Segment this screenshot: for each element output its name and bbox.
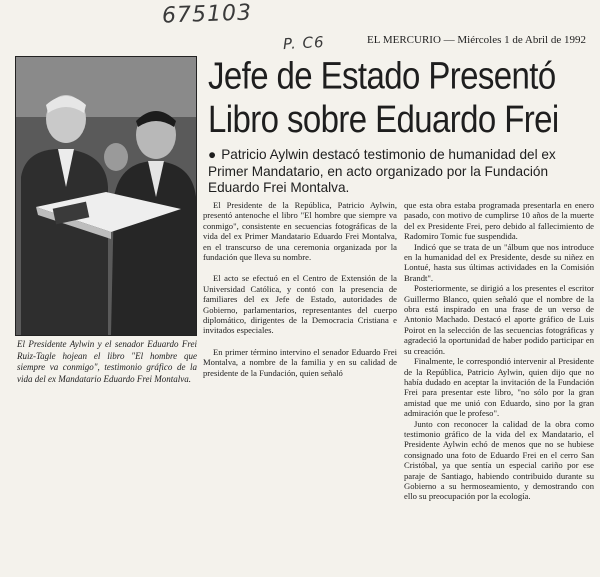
photo-illustration	[16, 57, 196, 335]
handwritten-id-number: 675103	[161, 0, 253, 29]
subheadline	[208, 147, 596, 197]
bullet-icon: ●	[208, 147, 217, 162]
article-paragraph: Posteriormente, se dirigió a los presentes el escritor Guillermo Blanco, quien señaló que el nombre de la obra está inspirado en una frase de un verso de Antonio Machado. Destacó el aporte gráfico de Luis Poirot en la selección de las secuencias fotográficas y agradeció la oportunidad de haber podido participar en su creación.	[404, 283, 594, 356]
article-paragraph: El Presidente de la República, Patricio Aylwin, presentó antenoche el libro "El hombre que siempre va conmigo", consistente en secuencias fotográficas de la vida del ex Primer Mandatario Eduardo Frei Montalva, en el transcurso de una ceremonia organizada por la fundación que lleva su nombre.	[203, 200, 397, 263]
article-paragraph: Indicó que se trata de un "álbum que nos introduce en la humanidad del ex Presidente, desde su niñez en Lontué, hasta sus últimas actividades en la Comisión Brandt".	[404, 241, 594, 283]
newspaper-masthead: EL MERCURIO — Miércoles 1 de Abril de 1992	[367, 34, 586, 46]
headline	[208, 54, 600, 141]
article-paragraph: El acto se efectuó en el Centro de Extensión de la Universidad Católica, y contó con la presencia de familiares del ex Jefe de Estado, autoridades de Gobierno, parlamentarios, representantes del cuerpo diplomático, dirigentes de la Democracia Cristiana e invitados especiales.	[203, 273, 397, 336]
headline-line-2: Libro sobre Eduardo Frei	[208, 97, 559, 141]
subheadline-text: Patricio Aylwin destacó testimonio de humanidad del ex Primer Mandatario, en acto organizado por la Fundación Eduardo Frei Montalva.	[208, 147, 556, 196]
article-paragraph: que esta obra estaba programada presentarla en enero pasado, con motivo de cumplirse 10 años de la muerte del ex Presidente Frei, pero debido al fallecimiento de Radomiro Tomic fue suspendida.	[404, 200, 594, 242]
article-column-right	[404, 200, 594, 502]
news-photo	[15, 56, 197, 336]
photo-caption: El Presidente Aylwin y el senador Eduardo Frei Ruiz-Tagle hojean el libro "El hombre que siempre va conmigo", testimonio gráfico de la vida del ex Mandatario Eduardo Frei Montalva.	[17, 339, 197, 384]
handwritten-page-mark: P. C6	[282, 32, 325, 54]
article-column-left	[203, 200, 397, 378]
headline-line-1: Jefe de Estado Presentó	[208, 54, 556, 97]
article-paragraph: En primer término intervino el senador Eduardo Frei Montalva, a nombre de la familia y en su calidad de presidente de la Fundación, quien señaló	[203, 346, 397, 378]
article-paragraph: Finalmente, le correspondió intervenir al Presidente de la República, Patricio Aylwin, quien dijo que no había dudado en aceptar la invitación de la Fundación Frei para presentar este libro, "no sólo por la gran amistad que me unió con Eduardo, sino por la gran admiración que le profeso".	[404, 356, 594, 419]
article-paragraph: Junto con reconocer la calidad de la obra como testimonio gráfico de la vida del ex Mandatario, el Presidente Aylwin echó de menos que no se hubiese consignado una foto de Eduardo Frei en el cerro San Cristóbal, ya que sentía un especial cariño por ese paraje de Santiago, habiendo contribuido durante su Gobierno a su hermoseamiento, y demostrando con ello su preocupación por la ecología.	[404, 418, 594, 502]
